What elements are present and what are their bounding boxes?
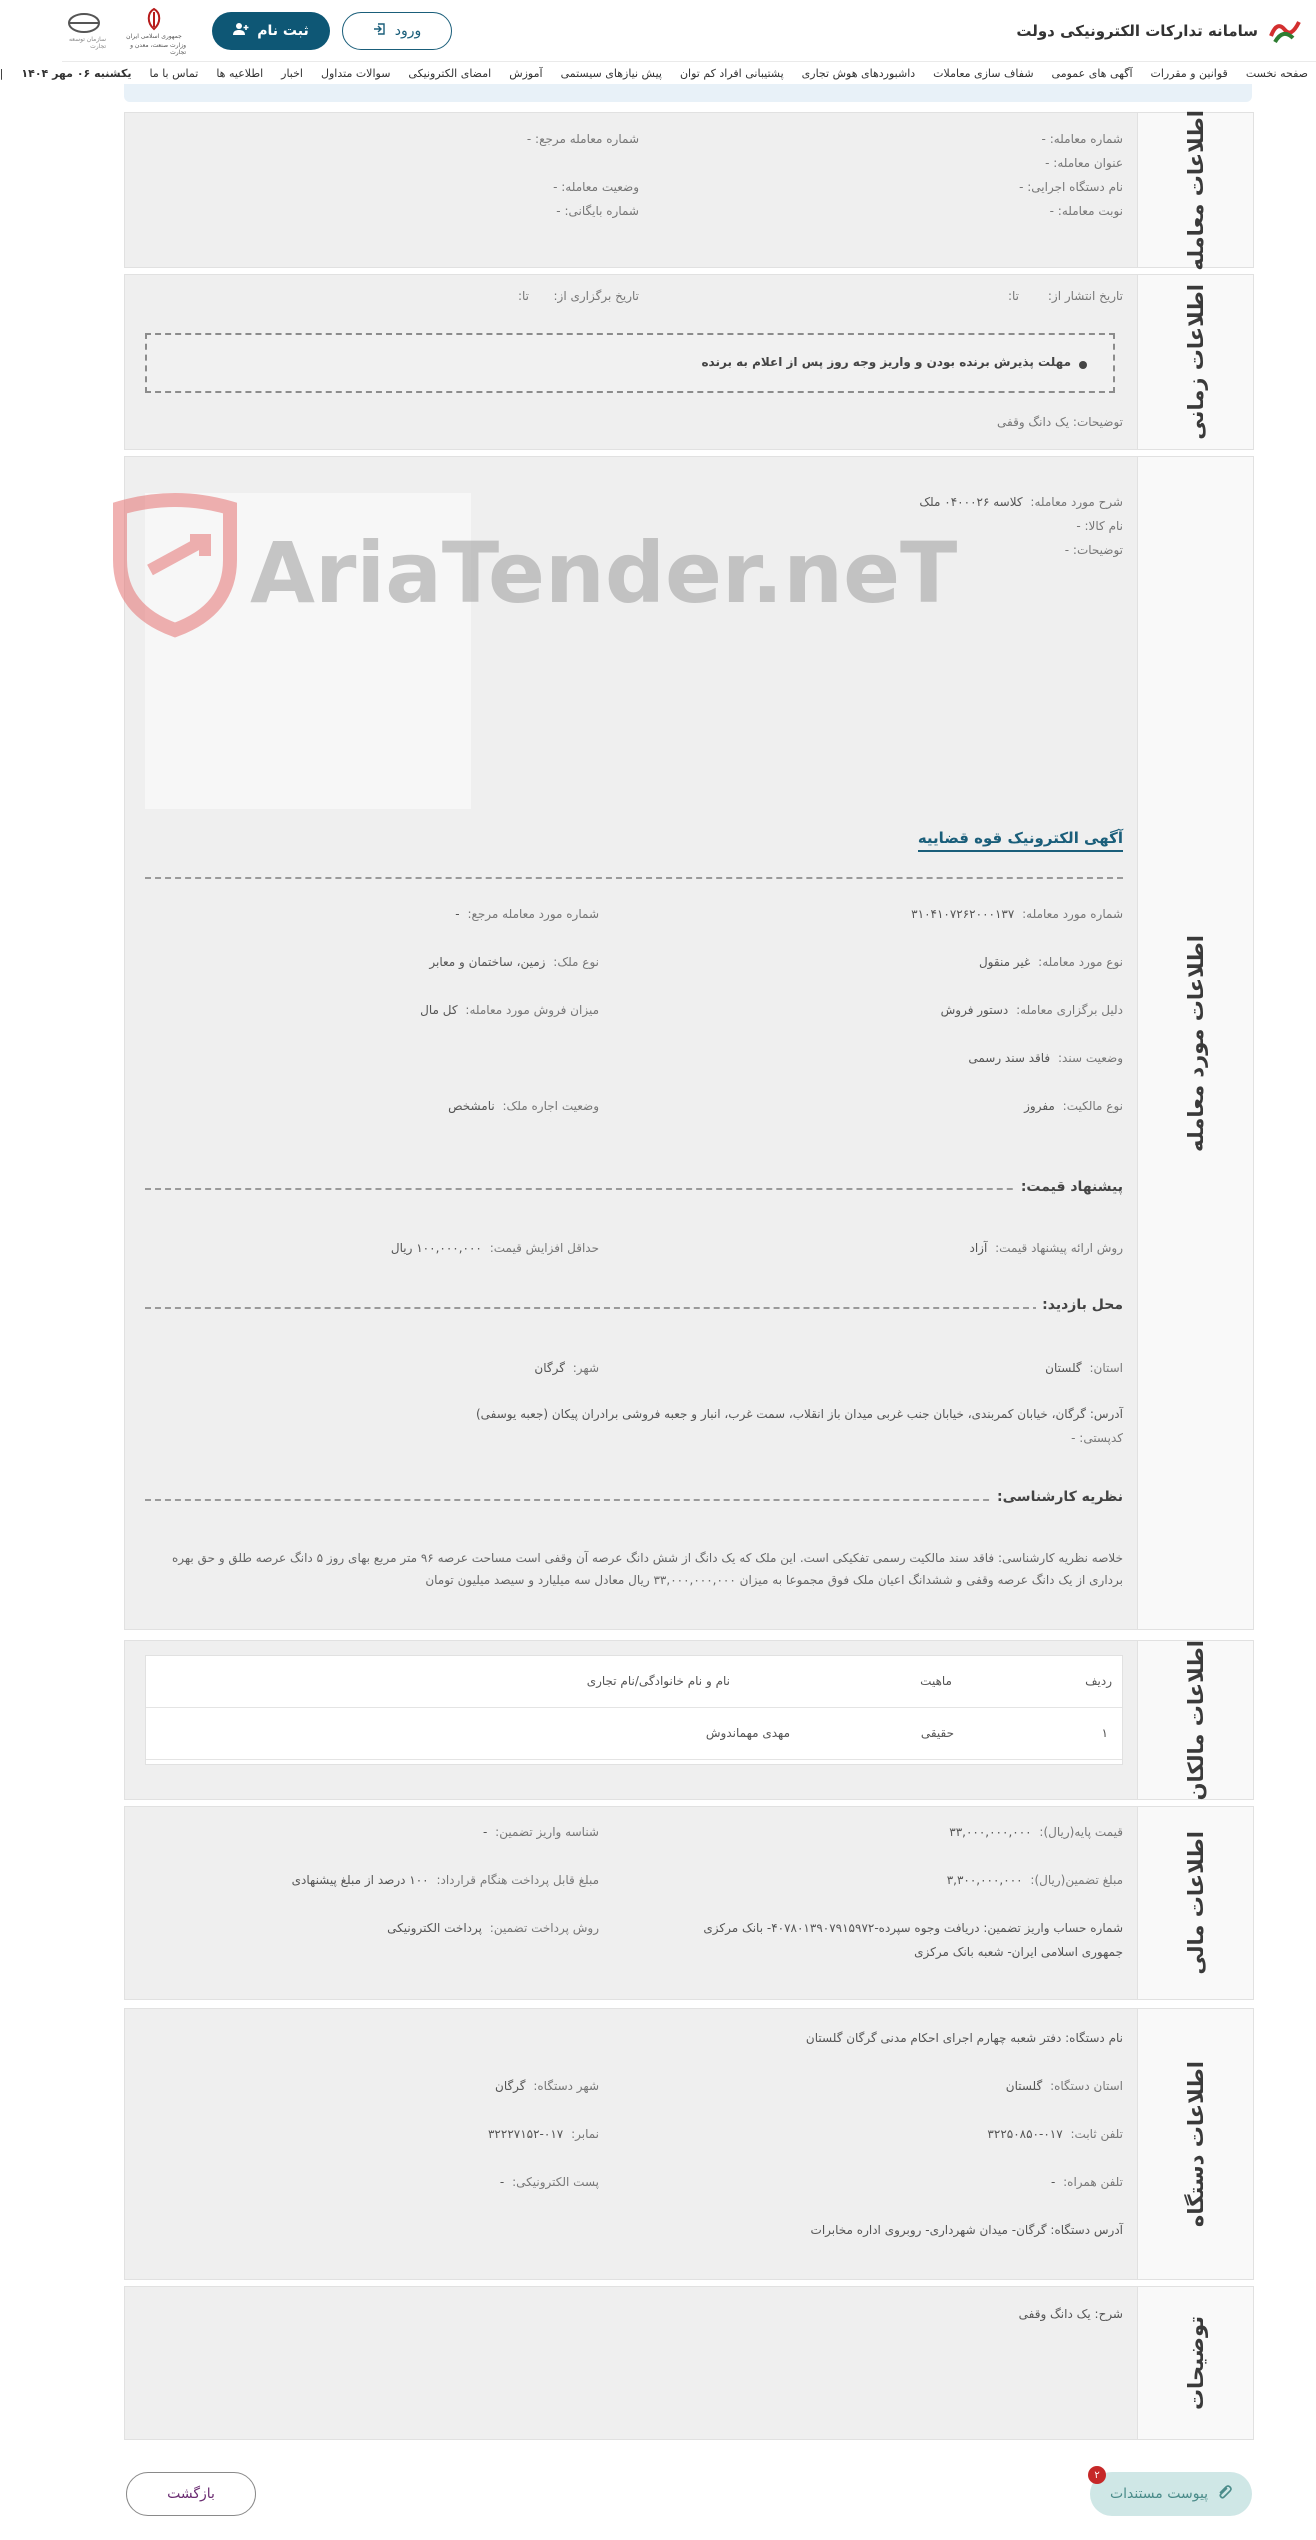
item-ref-label: شماره مورد معامله مرجع: — [467, 907, 599, 921]
agency-fax-value: ۰۱۷-۳۲۲۲۷۱۵۲ — [487, 2127, 564, 2141]
paperclip-icon — [1216, 2484, 1232, 2504]
property-type — [429, 955, 599, 969]
expert-opinion-text — [145, 1547, 1123, 1591]
column-header: ردیف — [1085, 1674, 1112, 1688]
owner-name: مهدی مهماندوش — [705, 1726, 790, 1740]
register-label: ثبت نام — [257, 23, 309, 39]
ariatender-watermark — [110, 490, 958, 650]
agency-city-value: گرگان — [495, 2079, 526, 2093]
offer-method-value: آزاد — [969, 1241, 988, 1255]
nav-item[interactable]: اطلاعیه ها — [216, 66, 264, 80]
item-summary-label: شرح مورد معامله: — [1030, 495, 1123, 509]
guarantee-account-line2: جمهوری اسلامی ایران- شعبه بانک مرکزی — [914, 1945, 1123, 1959]
archive-number: شماره بایگانی: - — [556, 204, 639, 218]
guarantee-amount-label: مبلغ تضمین(ریال): — [1030, 1873, 1123, 1887]
lease-label: وضعیت اجاره ملک: — [502, 1099, 599, 1113]
item-number-label: شماره مورد معامله: — [1022, 907, 1123, 921]
deal-status: وضعیت معامله: - — [553, 180, 639, 194]
agency-email-value: - — [499, 2175, 505, 2189]
descriptions-text: شرح: یک دانگ وقفی — [1018, 2307, 1123, 2321]
agency-province — [1006, 2079, 1123, 2093]
agency-heading: اطلاعات دستگاه — [1183, 2060, 1208, 2228]
ownership-value: مفروز — [1024, 1099, 1055, 1113]
base-price-value: ۳۳,۰۰۰,۰۰۰,۰۰۰ — [949, 1825, 1032, 1839]
agency-province-value: گلستان — [1005, 2079, 1043, 2093]
nav-item[interactable]: آموزش — [509, 66, 543, 80]
deadline-notice-text: مهلت پذیرش برنده بودن و واریز وجه روز پس از اعلام به برنده — [701, 355, 1071, 369]
agency-name: نام دستگاه: دفتر شعبه چهارم اجرای احکام مدنی گرگان گلستان — [805, 2031, 1123, 2045]
nav-item[interactable]: آگهی های عمومی — [1051, 66, 1133, 80]
visit-province — [1045, 1361, 1123, 1375]
guarantee-id — [483, 1825, 599, 1839]
column-header: ماهیت — [920, 1674, 952, 1688]
nav-item[interactable]: شفاف سازی معاملات — [933, 66, 1034, 80]
watermark-text: AriaTender.neT — [250, 524, 958, 622]
owners-table — [145, 1655, 1123, 1765]
time-info-side — [1137, 275, 1253, 449]
guarantee-id-label: شناسه واریز تضمین: — [495, 1825, 599, 1839]
contract-payable-label: مبلغ قابل پرداخت هنگام قرارداد: — [436, 1873, 599, 1887]
expert-opinion-line: خلاصه نظریه کارشناسی: فاقد سند مالکیت رسمی تفکیکی است. این ملک که یک دانگ از شش دانگ عرصه آن وقفی است مساحت عرصه ۹۶ متر مربع بهای روز ۵ دانگ عرصه طلق و حق بهره — [171, 1551, 1123, 1565]
guarantee-id-value: - — [483, 1825, 488, 1839]
agency-mobile-value: - — [1050, 2175, 1056, 2189]
time-description: توضیحات: یک دانگ وقفی — [997, 415, 1123, 429]
payment-method-value: پرداخت الکترونیکی — [387, 1921, 482, 1935]
main-nav — [0, 62, 1316, 84]
attachments-label: پیوست مستندات — [1109, 2486, 1209, 2502]
agency-address: آدرس دستگاه: گرگان- میدان شهرداری- روبروی اداره مخابرات — [810, 2223, 1123, 2237]
sale-reason-value: دستور فروش — [940, 1003, 1009, 1017]
lease-status — [448, 1099, 599, 1113]
agency-city — [495, 2079, 599, 2093]
offer-method — [970, 1241, 1124, 1255]
ownership-type — [1024, 1099, 1123, 1113]
financial-side — [1137, 1807, 1253, 1999]
nav-item[interactable]: قوانین و مقررات — [1150, 66, 1228, 80]
item-summary — [919, 495, 1123, 509]
agency-email — [500, 2175, 599, 2189]
nav-item[interactable]: صفحه نخست — [1245, 66, 1308, 80]
payment-method-label: روش پرداخت تضمین: — [489, 1921, 599, 1935]
register-button[interactable] — [212, 12, 330, 50]
nav-item[interactable]: پشتیبانی افراد کم توان — [679, 66, 784, 80]
property-type-label: نوع ملک: — [553, 955, 599, 969]
login-icon — [373, 22, 387, 40]
executor-name: نام دستگاه اجرایی: - — [1019, 180, 1123, 194]
item-number-value: ۳۱۰۴۱۰۷۲۶۲۰۰۰۱۳۷ — [911, 907, 1015, 921]
visit-city-label: شهر: — [572, 1361, 599, 1375]
header-band — [124, 84, 1252, 102]
attachments-count-badge: ۲ — [1088, 2466, 1106, 2484]
sale-reason — [941, 1003, 1123, 1017]
agency-mobile-label: تلفن همراه: — [1063, 2175, 1123, 2189]
agency-city-label: شهر دستگاه: — [533, 2079, 599, 2093]
nav-item[interactable]: سوالات متداول — [320, 66, 391, 80]
contract-payable — [292, 1873, 599, 1887]
deal-info-heading: اطلاعات معامله — [1183, 109, 1208, 271]
emblem-icon — [141, 7, 167, 31]
item-info-heading: اطلاعات مورد معامله — [1183, 934, 1208, 1152]
table-row — [146, 1708, 1122, 1760]
divider — [145, 1188, 1123, 1190]
owner-type: حقیقی — [920, 1726, 954, 1740]
doc-status — [968, 1051, 1123, 1065]
hold-date-from: تاریخ برگزاری از: — [553, 289, 639, 303]
financial-section — [124, 1806, 1254, 2000]
agency-phone-value: ۰۱۷-۳۲۲۵۰۸۵۰ — [987, 2127, 1063, 2141]
judiciary-ad-link[interactable]: آگهی الکترونیک قوه قضاییه — [918, 829, 1123, 852]
owners-side — [1137, 1641, 1253, 1799]
divider — [145, 1307, 1039, 1309]
time-info-heading: اطلاعات زمانی — [1183, 284, 1208, 440]
guarantee-account: شماره حساب واریز تضمین: دریافت وجوه سپرده-۴۰۷۸۰۱۳۹۰۷۹۱۵۹۷۲- بانک مرکزی — [703, 1921, 1123, 1935]
brand[interactable] — [1016, 14, 1302, 48]
nav-item[interactable]: تماس با ما — [149, 66, 199, 80]
expert-opinion-title: نظریه کارشناسی: — [991, 1489, 1123, 1505]
ownership-label: نوع مالکیت: — [1062, 1099, 1123, 1113]
login-button[interactable] — [342, 12, 452, 50]
agency-section — [124, 2008, 1254, 2280]
back-label: بازگشت — [167, 2486, 215, 2502]
agency-province-label: استان دستگاه: — [1050, 2079, 1123, 2093]
ref-deal-number: شماره معامله مرجع: - — [526, 132, 639, 146]
sale-amount — [420, 1003, 599, 1017]
agency-email-label: پست الکترونیکی: — [512, 2175, 599, 2189]
financial-heading: اطلاعات مالی — [1183, 1831, 1208, 1975]
owners-section — [124, 1640, 1254, 1800]
min-increase — [391, 1241, 599, 1255]
hold-date-to: تا: — [517, 289, 529, 303]
doc-status-value: فاقد سند رسمی — [968, 1051, 1051, 1065]
publish-date-from: تاریخ انتشار از: — [1047, 289, 1123, 303]
item-type-label: نوع مورد معامله: — [1038, 955, 1123, 969]
deal-title: عنوان معامله: - — [1045, 156, 1123, 170]
visit-city — [534, 1361, 599, 1375]
agency-mobile — [1051, 2175, 1123, 2189]
item-number — [911, 907, 1123, 921]
visit-province-value: گلستان — [1045, 1361, 1082, 1375]
visit-location-title: محل بازدید: — [1036, 1297, 1123, 1313]
nav-item[interactable]: اخبار — [281, 66, 303, 80]
descriptions-heading: توضیحات — [1183, 2315, 1208, 2411]
item-summary-value: کلاسه ۰۴۰۰۰۲۶ ملک — [919, 495, 1023, 509]
base-price — [949, 1825, 1123, 1839]
deal-info-section — [124, 109, 1254, 271]
brand-title: سامانه تدارکات الکترونیکی دولت — [1016, 22, 1258, 40]
trade-logo-text: سازمان توسعه تجارت — [68, 36, 106, 50]
setad-logo-icon — [1268, 14, 1302, 48]
add-user-icon — [233, 22, 249, 40]
item-type-value: غیر منقول — [978, 955, 1031, 969]
time-info-section — [124, 274, 1254, 450]
item-info-side — [1137, 457, 1253, 1629]
deal-info-side — [1137, 109, 1253, 271]
offer-method-label: روش ارائه پیشنهاد قیمت: — [995, 1241, 1123, 1255]
item-ref-number — [455, 907, 599, 921]
sale-reason-label: دلیل برگزاری معامله: — [1016, 1003, 1123, 1017]
trade-logo — [62, 8, 106, 54]
watermark-shield-icon — [120, 500, 230, 630]
nav-separator: | — [0, 66, 4, 80]
property-type-value: زمین، ساختمان و معابر — [429, 955, 546, 969]
deal-turn: نوبت معامله: - — [1049, 204, 1123, 218]
agency-fax — [488, 2127, 599, 2141]
deadline-notice — [145, 333, 1115, 393]
bullet-icon — [1079, 361, 1087, 369]
nav-item[interactable]: داشبوردهای هوش تجاری — [801, 66, 916, 80]
table-header-row — [146, 1656, 1122, 1708]
price-offer-title: پیشنهاد قیمت: — [1015, 1179, 1123, 1195]
login-label: ورود — [394, 23, 422, 39]
nav-item[interactable]: امضای الکترونیکی — [408, 66, 492, 80]
divider — [145, 1499, 1019, 1501]
postal-code: کدپستی: - — [1071, 1431, 1123, 1445]
item-type — [979, 955, 1123, 969]
owners-heading: اطلاعات مالکان — [1183, 1639, 1208, 1801]
sale-amount-value: کل مال — [420, 1003, 458, 1017]
lease-value: نامشخص — [448, 1099, 495, 1113]
item-desc: توضیحات: - — [1064, 543, 1123, 557]
globe-icon — [67, 12, 101, 34]
nav-item[interactable]: پیش نیازهای سیستمی — [560, 66, 662, 80]
sale-amount-label: میزان فروش مورد معامله: — [465, 1003, 599, 1017]
column-header: نام و نام خانوادگی/نام تجاری — [586, 1674, 730, 1688]
guarantee-amount-value: ۳,۳۰۰,۰۰۰,۰۰۰ — [946, 1873, 1023, 1887]
row-index: ۱ — [1101, 1726, 1108, 1740]
payment-method — [387, 1921, 599, 1935]
min-increase-value: ۱۰۰,۰۰۰,۰۰۰ ریال — [390, 1241, 482, 1255]
min-increase-label: حداقل افزایش قیمت: — [489, 1241, 599, 1255]
contract-payable-value: ۱۰۰ درصد از مبلغ پیشنهادی — [291, 1873, 429, 1887]
visit-province-label: استان: — [1089, 1361, 1123, 1375]
back-button[interactable] — [126, 2472, 256, 2516]
ministry-logo — [122, 8, 186, 54]
expert-opinion-line: برداری از یک دانگ عرصه وقفی و ششدانگ اعیان ملک فوق مجموعا به میزان ۳۳,۰۰۰,۰۰۰,۰۰۰ ریال معادل سه میلیارد و سیصد میلیون تومان — [425, 1573, 1123, 1587]
publish-date-to: تا: — [1007, 289, 1019, 303]
agency-phone-label: تلفن ثابت: — [1070, 2127, 1123, 2141]
agency-side — [1137, 2009, 1253, 2279]
doc-status-label: وضعیت سند: — [1057, 1051, 1123, 1065]
ministry-country-text: جمهوری اسلامی ایران — [126, 32, 182, 40]
deal-number: شماره معامله: - — [1041, 132, 1123, 146]
attachments-button[interactable] — [1090, 2472, 1252, 2516]
divider — [145, 877, 1123, 879]
visit-city-value: گرگان — [534, 1361, 565, 1375]
current-date: یکشنبه ۰۶ مهر ۱۴۰۴ — [21, 66, 132, 80]
agency-phone — [987, 2127, 1123, 2141]
top-header — [62, 0, 1316, 62]
goods-name: نام کالا: - — [1076, 519, 1123, 533]
ministry-text: وزارت صنعت، معدن و تجارت — [130, 41, 186, 56]
item-ref-value: - — [455, 907, 460, 921]
descriptions-side — [1137, 2287, 1253, 2439]
base-price-label: قیمت پایه(ریال): — [1039, 1825, 1123, 1839]
descriptions-section — [124, 2286, 1254, 2440]
visit-address: آدرس: گرگان، خیابان کمربندی، خیابان جنب غربی میدان باز انقلاب، سمت غرب، انبار و جعبه فروشی برادران پیکان (جعبه یوسفی) — [475, 1407, 1123, 1421]
guarantee-amount — [947, 1873, 1123, 1887]
agency-fax-label: نمابر: — [571, 2127, 599, 2141]
